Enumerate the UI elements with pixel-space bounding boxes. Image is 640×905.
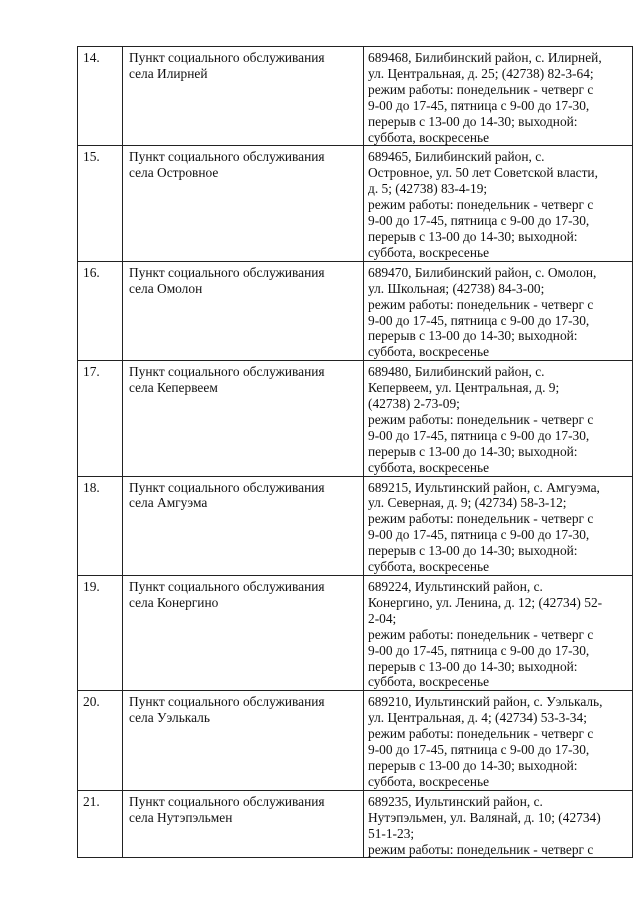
table-row [78, 790, 633, 858]
row-number: 16. [83, 264, 100, 280]
address-cell [364, 576, 633, 691]
address-line: д. 5; (42738) 83-4-19; [368, 181, 488, 197]
table-row [78, 691, 633, 790]
point-name-line: села Кепервеем [129, 380, 218, 396]
address-line: 9-00 до 17-45, пятница с 9-00 до 17-30, [368, 427, 590, 443]
point-name-line: села Омолон [129, 280, 203, 296]
point-name-line: Пункт социального обслуживания [129, 50, 325, 65]
point-name-line: Пункт социального обслуживания [129, 364, 325, 380]
address-line: 689235, Иультинский район, с. [368, 793, 543, 809]
address-cell [364, 261, 633, 360]
address-line: суббота, воскресенье [368, 674, 490, 690]
address-line: 51-1-23; [368, 825, 415, 841]
address-line: перерыв с 13-00 до 14-30; выходной: [368, 113, 578, 129]
point-name-cell [123, 691, 364, 790]
table-row [78, 361, 633, 476]
row-number: 15. [83, 149, 100, 165]
address-line: режим работы: понедельник - четверг с [368, 511, 594, 527]
point-name-cell [123, 790, 364, 858]
point-name-cell [123, 576, 364, 691]
address-line: перерыв с 13-00 до 14-30; выходной: [368, 757, 578, 773]
row-number: 20. [83, 694, 100, 710]
address-line: перерыв с 13-00 до 14-30; выходной: [368, 228, 578, 244]
point-name-cell [123, 361, 364, 476]
point-name-line: Пункт социального обслуживания [129, 579, 325, 594]
point-name-line: села Амгуэма [129, 495, 208, 511]
address-line: Конергино, ул. Ленина, д. 12; (42734) 52- [368, 594, 603, 610]
row-number-cell [78, 476, 123, 575]
address-line: суббота, воскресенье [368, 344, 490, 360]
row-number: 18. [83, 479, 100, 495]
address-line: 9-00 до 17-45, пятница с 9-00 до 17-30, [368, 312, 590, 328]
address-line: режим работы: понедельник - четверг с [368, 841, 594, 857]
address-line: режим работы: понедельник - четверг с [368, 296, 594, 312]
address-line: 9-00 до 17-45, пятница с 9-00 до 17-30, [368, 97, 590, 113]
address-line: 689480, Билибинский район, с. [368, 364, 545, 380]
address-line: ул. Школьная; (42738) 84-3-00; [368, 280, 545, 296]
address-line: ул. Центральная, д. 4; (42734) 53-3-34; [368, 710, 587, 726]
address-line: 689215, Иультинский район, с. Амгуэма, [368, 479, 600, 495]
address-line: 689470, Билибинский район, с. Омолон, [368, 264, 597, 280]
row-number-cell [78, 261, 123, 360]
point-name-cell [123, 261, 364, 360]
point-name-line: Пункт социального обслуживания [129, 149, 325, 165]
address-line: суббота, воскресенье [368, 244, 490, 260]
point-name-line: села Илирней [129, 65, 208, 81]
point-name-cell [123, 47, 364, 146]
address-line: режим работы: понедельник - четверг с [368, 726, 594, 742]
address-line: ул. Центральная, д. 25; (42738) 82-3-64; [368, 65, 594, 81]
point-name-line: Пункт социального обслуживания [129, 694, 325, 710]
address-line: режим работы: понедельник - четверг с [368, 81, 594, 97]
address-line: 689465, Билибинский район, с. [368, 149, 545, 165]
table-body [78, 47, 633, 858]
point-name-line: села Нутэпэльмен [129, 809, 233, 825]
point-name-line: села Островное [129, 165, 219, 181]
address-line: 9-00 до 17-45, пятница с 9-00 до 17-30, [368, 213, 590, 229]
address-line: 9-00 до 17-45, пятница с 9-00 до 17-30, [368, 527, 590, 543]
address-line: (42738) 2-73-09; [368, 396, 460, 412]
address-line: 689468, Билибинский район, с. Илирней, [368, 50, 602, 65]
address-line: 2-04; [368, 610, 397, 626]
address-cell [364, 361, 633, 476]
address-cell [364, 47, 633, 146]
row-number-cell [78, 691, 123, 790]
address-line: суббота, воскресенье [368, 559, 490, 575]
address-line: 689224, Иультинский район, с. [368, 579, 543, 594]
row-number-cell [78, 146, 123, 261]
address-line: Кепервеем, ул. Центральная, д. 9; [368, 380, 560, 396]
row-number-cell [78, 361, 123, 476]
point-name-line: Пункт социального обслуживания [129, 264, 325, 280]
point-name-cell [123, 146, 364, 261]
address-line: перерыв с 13-00 до 14-30; выходной: [368, 443, 578, 459]
address-line: ул. Северная, д. 9; (42734) 58-3-12; [368, 495, 567, 511]
address-cell [364, 146, 633, 261]
address-line: суббота, воскресенье [368, 459, 490, 475]
point-name-line: села Уэлькаль [129, 710, 210, 726]
address-line: режим работы: понедельник - четверг с [368, 626, 594, 642]
address-line: 9-00 до 17-45, пятница с 9-00 до 17-30, [368, 742, 590, 758]
address-line: перерыв с 13-00 до 14-30; выходной: [368, 658, 578, 674]
address-line: режим работы: понедельник - четверг с [368, 411, 594, 427]
table-row [78, 476, 633, 575]
table-row [78, 47, 633, 146]
row-number-cell [78, 576, 123, 691]
address-cell [364, 476, 633, 575]
address-line: Нутэпэльмен, ул. Валянай, д. 10; (42734) [368, 809, 601, 825]
address-line: перерыв с 13-00 до 14-30; выходной: [368, 328, 578, 344]
row-number: 21. [83, 793, 100, 809]
address-line: суббота, воскресенье [368, 773, 490, 789]
point-name-line: Пункт социального обслуживания [129, 793, 325, 809]
row-number-cell [78, 47, 123, 146]
row-number: 17. [83, 364, 100, 380]
point-name-line: села Конергино [129, 594, 219, 610]
address-cell [364, 790, 633, 858]
address-line: 689210, Иультинский район, с. Уэлькаль, [368, 694, 603, 710]
address-cell [364, 691, 633, 790]
row-number-cell [78, 790, 123, 858]
address-line: режим работы: понедельник - четверг с [368, 197, 594, 213]
address-line: перерыв с 13-00 до 14-30; выходной: [368, 543, 578, 559]
address-line: Островное, ул. 50 лет Советской власти, [368, 165, 598, 181]
point-name-cell [123, 476, 364, 575]
table-row [78, 146, 633, 261]
row-number: 19. [83, 579, 100, 594]
table-row [78, 261, 633, 360]
service-points-table [77, 46, 633, 858]
point-name-line: Пункт социального обслуживания [129, 479, 325, 495]
table-row [78, 576, 633, 691]
address-line: 9-00 до 17-45, пятница с 9-00 до 17-30, [368, 642, 590, 658]
address-line: суббота, воскресенье [368, 129, 490, 145]
row-number: 14. [83, 50, 100, 65]
